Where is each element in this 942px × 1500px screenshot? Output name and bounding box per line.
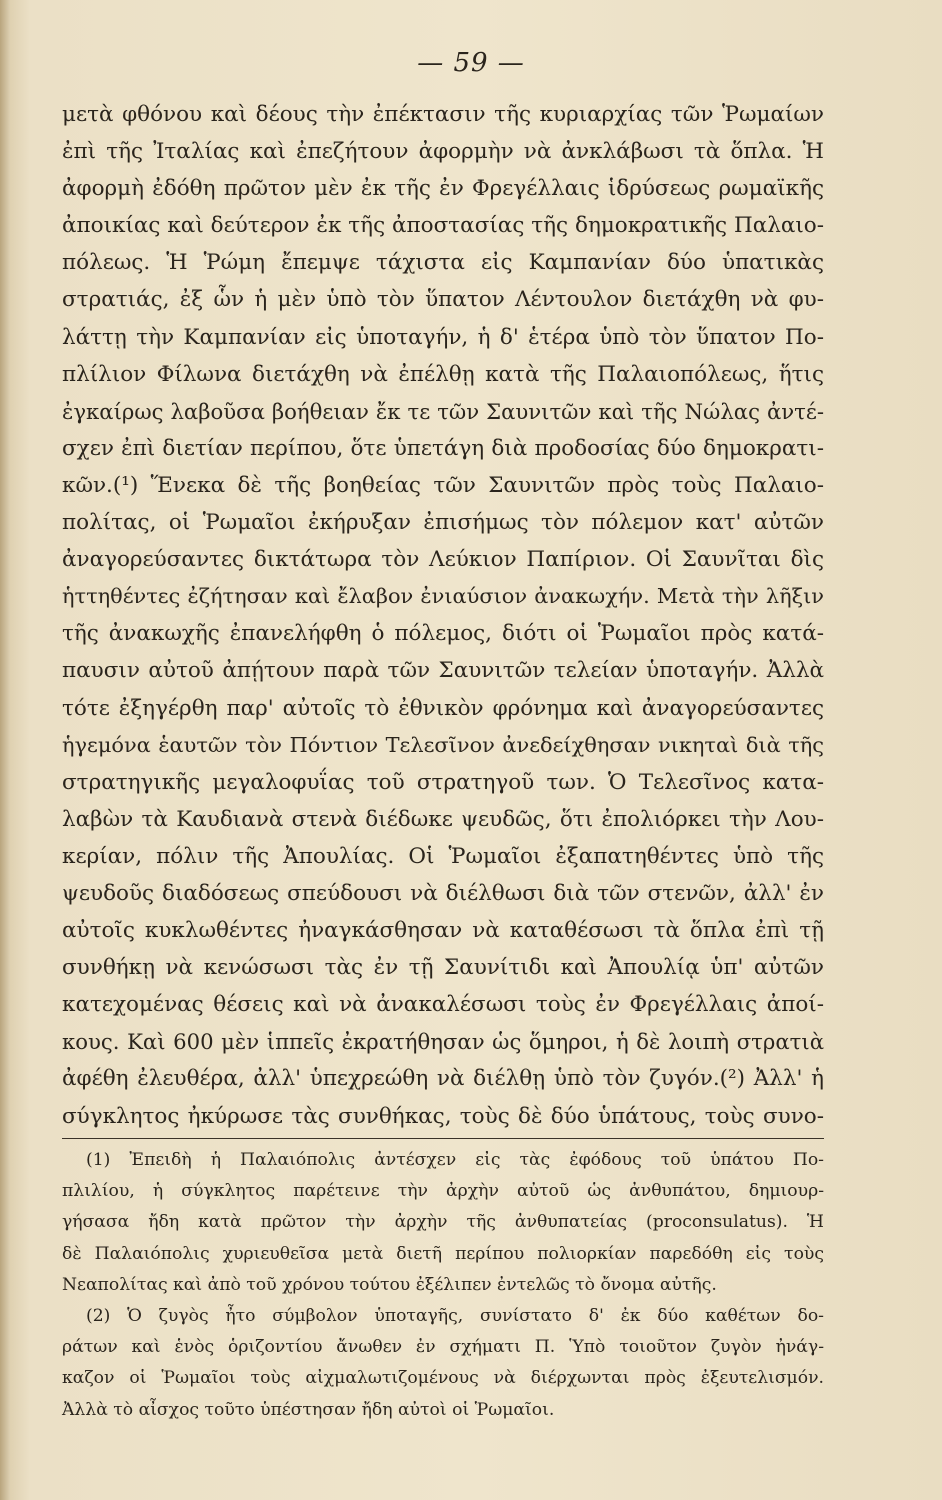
text-line: ἀφέθη ἐλευθέρα, ἀλλ' ὑπεχρεώθη νὰ διέλθῃ ὑπὸ τὸν ζυγόν.(²) Ἀλλ' ἡ: [62, 1066, 824, 1092]
text-line: κῶν.(¹) Ἕνεκα δὲ τῆς βοηθείας τῶν Σαυνιτῶν πρὸς τοὺς Παλαιο-: [62, 472, 824, 498]
footnote-line: πλιλίου, ἡ σύγκλητος παρέτεινε τὴν ἀρχὴν αὐτοῦ ὡς ἀνθυπάτου, δημιουρ-: [62, 1181, 824, 1202]
text-line: ἐπὶ τῆς Ἰταλίας καὶ ἐπεζήτουν ἀφορμὴν νὰ ἀνκλάβωσι τὰ ὅπλα. Ἡ: [62, 139, 824, 165]
text-line: πολίτας, οἱ Ῥωμαῖοι ἐκήρυξαν ἐπισήμως τὸν πόλεμον κατ' αὐτῶν: [62, 510, 824, 536]
text-line: λαβὼν τὰ Καυδιανὰ στενὰ διέδωκε ψευδῶς, ὅτι ἐπολιόρκει τὴν Λου-: [62, 806, 824, 832]
text-line: ἡγεμόνα ἑαυτῶν τὸν Πόντιον Τελεσῖνον ἀνεδείχθησαν νικηταὶ διὰ τῆς: [62, 732, 824, 757]
text-line: κους. Καὶ 600 μὲν ἱππεῖς ἐκρατήθησαν ὡς ὅμηροι, ἡ δὲ λοιπὴ στρατιὰ: [62, 1029, 824, 1055]
text-line: αὐτοῖς κυκλωθέντες ἠναγκάσθησαν νὰ καταθέσωσι τὰ ὅπλα ἐπὶ τῇ: [62, 918, 824, 944]
text-line: κατεχομένας θέσεις καὶ νὰ ἀνακαλέσωσι τοὺς ἐν Φρεγέλλαις ἀποί-: [62, 992, 824, 1018]
text-line: συνθήκῃ νὰ κενώσωσι τὰς ἐν τῇ Σαυνίτιδι καὶ Ἀπουλίᾳ ὑπ' αὐτῶν: [62, 955, 824, 981]
text-line: ἀφορμὴ ἐδόθη πρῶτον μὲν ἐκ τῆς ἐν Φρεγέλλαις ἱδρύσεως ρωμαϊκῆς: [62, 176, 824, 202]
footnotes: [62, 1145, 824, 1426]
page-gutter-edge: [0, 0, 10, 1500]
text-line: σύγκλητος ἠκύρωσε τὰς συνθήκας, τοὺς δὲ δύο ὑπάτους, τοὺς συνο-: [62, 1103, 824, 1129]
text-line: πλίλιον Φίλωνα διετάχθη νὰ ἐπέλθῃ κατὰ τῆς Παλαιοπόλεως, ἥτις: [62, 361, 824, 387]
text-line: παυσιν αὐτοῦ ἀπῄτουν παρὰ τῶν Σαυνιτῶν τελείαν ὑποταγήν. Ἀλλὰ: [62, 658, 824, 684]
text-line: τότε ἐξηγέρθη παρ' αὐτοῖς τὸ ἐθνικὸν φρόνημα καὶ ἀναγορεύσαντες: [62, 695, 824, 721]
text-line: κερίαν, πόλιν τῆς Ἀπουλίας. Οἱ Ῥωμαῖοι ἐξαπατηθέντες ὑπὸ τῆς: [62, 843, 824, 869]
text-line: ἀναγορεύσαντες δικτάτωρα τὸν Λεύκιον Παπίριον. Οἱ Σαυνῖται δὶς: [62, 547, 824, 573]
text-line: ψευδοῦς διαδόσεως σπεύδουσι νὰ διέλθωσι διὰ τῶν στενῶν, ἀλλ' ἐν: [62, 880, 824, 906]
text-line: μετὰ φθόνου καὶ δέους τὴν ἐπέκτασιν τῆς κυριαρχίας τῶν Ῥωμαίων: [62, 102, 824, 127]
text-line: στρατιάς, ἐξ ὧν ἡ μὲν ὑπὸ τὸν ὕπατον Λέντουλον διετάχθη νὰ φυ-: [62, 287, 824, 313]
footnote-line: δὲ Παλαιόπολις χυριευθεῖσα μετὰ διετῆ περίπου πολιορκίαν παρεδόθη εἰς τοὺς: [62, 1243, 824, 1264]
footnote-divider: [62, 1138, 824, 1139]
text-line: σχεν ἐπὶ διετίαν περίπου, ὅτε ὑπετάγη διὰ προδοσίας δύο δημοκρατι-: [62, 435, 824, 461]
footnote-line: καζον οἱ Ῥωμαῖοι τοὺς αἰχμαλωτιζομένους νὰ διέρχωνται πρὸς ἐξευτελισμόν.: [62, 1368, 824, 1389]
footnote-line: Ἀλλὰ τὸ αἶσχος τοῦτο ὑπέστησαν ἤδη αὐτοὶ οἱ Ῥωμαῖοι.: [62, 1399, 555, 1420]
footnote-line: Νεαπολίτας καὶ ἀπὸ τοῦ χρόνου τούτου ἐξέλιπεν ἐντελῶς τὸ ὄνομα αὐτῆς.: [62, 1274, 717, 1295]
text-line: ἡττηθέντες ἐζήτησαν καὶ ἔλαβον ἐνιαύσιον ἀνακωχήν. Μετὰ τὴν λῆξιν: [62, 584, 824, 609]
text-line: ἐγκαίρως λαβοῦσα βοήθειαν ἔκ τε τῶν Σαυνιτῶν καὶ τῆς Νώλας ἀντέ-: [62, 398, 824, 424]
text-line: λάττῃ τὴν Καμπανίαν εἰς ὑποταγήν, ἡ δ' ἑτέρα ὑπὸ τὸν ὕπατον Πο-: [62, 324, 824, 350]
footnote-line: (1) Ἐπειδὴ ἡ Παλαιόπολις ἀντέσχεν εἰς τὰς ἐφόδους τοῦ ὑπάτου Πο-: [86, 1150, 824, 1170]
page-number: — 59 —: [417, 48, 525, 78]
footnote-line: (2) Ὁ ζυγὸς ἦτο σύμβολον ὑποταγῆς, συνίστατο δ' ἐκ δύο καθέτων δο-: [86, 1305, 824, 1326]
main-text: [62, 96, 824, 1135]
footnote-line: ράτων καὶ ἑνὸς ὁριζοντίου ἄνωθεν ἐν σχήματι Π. Ὑπὸ τοιοῦτον ζυγὸν ἠνάγ-: [62, 1337, 824, 1358]
text-line: τῆς ἀνακωχῆς ἐπανελήφθη ὁ πόλεμος, διότι οἱ Ῥωμαῖοι πρὸς κατά-: [62, 621, 824, 647]
text-line: πόλεως. Ἡ Ῥώμη ἔπεμψε τάχιστα εἰς Καμπανίαν δύο ὑπατικὰς: [62, 250, 824, 276]
text-line: ἀποικίας καὶ δεύτερον ἐκ τῆς ἀποστασίας τῆς δημοκρατικῆς Παλαιο-: [62, 213, 824, 239]
text-line: στρατηγικῆς μεγαλοφυΐας τοῦ στρατηγοῦ των. Ὁ Τελεσῖνος κατα-: [62, 769, 824, 795]
footnote-line: γήσασα ἤδη κατὰ πρῶτον τὴν ἀρχὴν τῆς ἀνθυπατείας (proconsulatus). Ἡ: [62, 1212, 824, 1233]
